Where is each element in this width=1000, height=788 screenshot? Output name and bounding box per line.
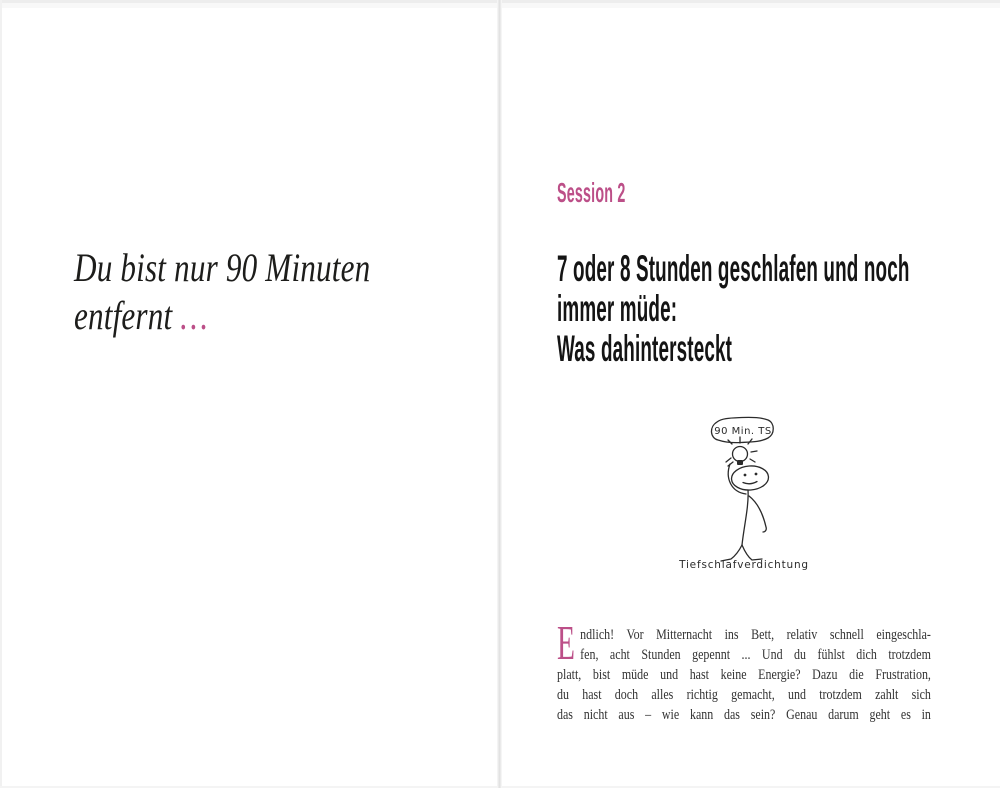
illustration-caption: Tiefschlafverdichtung bbox=[679, 559, 809, 571]
body-line: du hast doch alles richtig gemacht, und trotzdem zahlt sich bbox=[557, 687, 931, 703]
body-line: das nicht aus – wie kann das sein? Genau darum geht es in bbox=[557, 707, 931, 723]
stick-figure-illustration bbox=[655, 406, 835, 581]
head bbox=[731, 465, 770, 492]
page-gutter-divider bbox=[497, 0, 502, 788]
chapter-title-line2: immer müde: bbox=[557, 288, 678, 329]
stick-figure bbox=[721, 464, 769, 561]
page-left-edge bbox=[0, 0, 2, 788]
body-line: platt, bist müde und hast keine Energie? Dazu die Frustration, bbox=[557, 667, 931, 683]
body-line: ndlich! Vor Mitternacht ins Bett, relativ schnell eingeschla- bbox=[580, 627, 931, 643]
lightbulb-base bbox=[737, 460, 743, 465]
speech-bubble-text: 90 Min. TS bbox=[714, 426, 772, 437]
chapter-title-line1: 7 oder 8 Stunden geschlafen und noch bbox=[557, 248, 910, 289]
lightbulb-icon bbox=[733, 447, 748, 462]
body-paragraph bbox=[557, 615, 931, 725]
smile bbox=[743, 482, 757, 484]
session-label: Session 2 bbox=[557, 177, 626, 208]
left-eye bbox=[744, 474, 747, 477]
lightbulb-rays bbox=[728, 437, 757, 462]
half-title-line2: entfernt bbox=[74, 293, 173, 338]
half-title-line1: Du bist nur 90 Minuten bbox=[74, 245, 371, 290]
chapter-title-line3: Was dahintersteckt bbox=[557, 328, 733, 369]
right-eye bbox=[755, 473, 758, 476]
chapter-title bbox=[557, 249, 910, 369]
half-title bbox=[74, 244, 370, 340]
body bbox=[742, 490, 748, 545]
body-line: fen, acht Stunden gepennt ... Und du fühlst dich trotzdem bbox=[580, 647, 931, 663]
drop-cap: E bbox=[557, 615, 575, 670]
stick-figure-lightbulb-drawing bbox=[655, 406, 835, 581]
right-arm bbox=[749, 496, 766, 532]
right-leg bbox=[742, 545, 762, 560]
half-title-ellipsis: ... bbox=[180, 293, 211, 338]
